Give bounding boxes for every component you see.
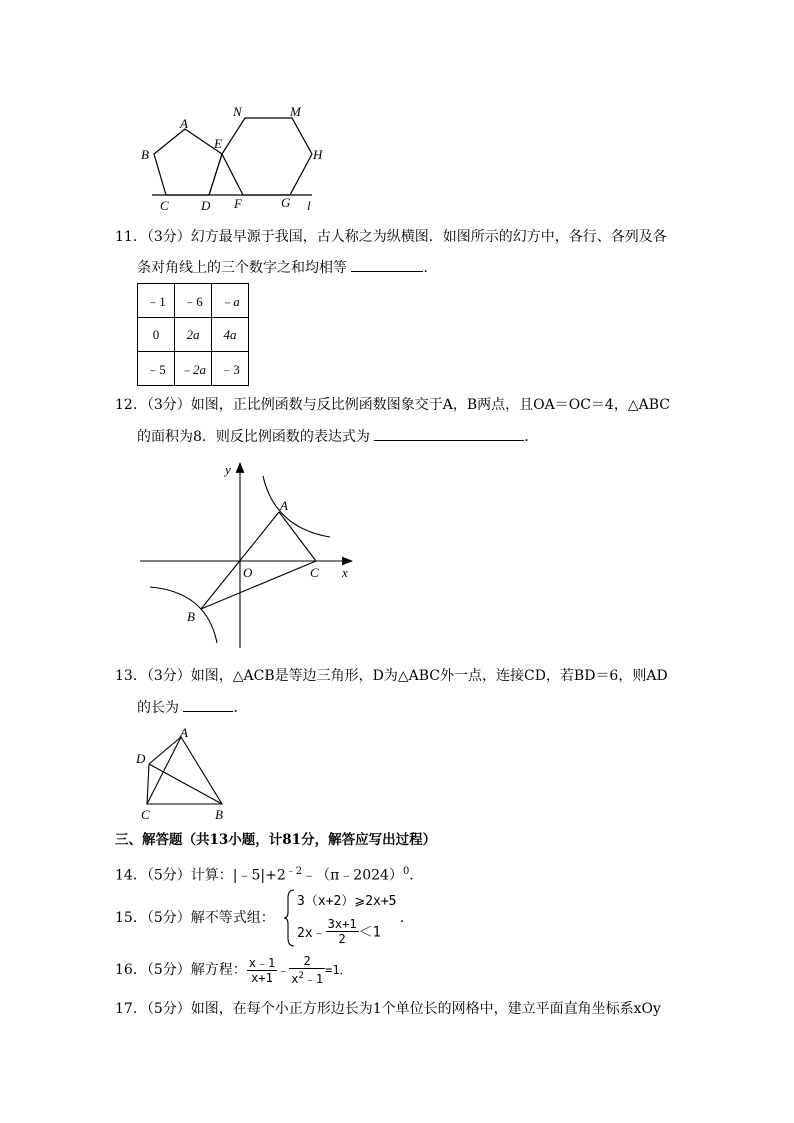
q11-line2 [137, 257, 437, 278]
q17 [115, 999, 661, 1019]
label-x: x [342, 565, 348, 580]
q15-text: 解不等式组： [190, 910, 275, 926]
label-C: C [141, 807, 150, 820]
cell: ﹣3 [212, 352, 249, 386]
q15-ineq2-left: 2x﹣ [297, 926, 326, 941]
q12-score: （3分） [146, 397, 191, 413]
q15-end: ． [400, 910, 414, 926]
q12-text1: 如图，正比例函数与反比例函数图象交于A，B两点，且OA＝OC＝4，△ABC [190, 397, 670, 413]
q15-score: （5分） [146, 910, 191, 926]
fig-pentagon-hexagon [130, 100, 330, 215]
q16-fraction-2 [289, 954, 325, 986]
q14 [115, 862, 423, 886]
q13-answer-blank[interactable] [183, 697, 233, 712]
q14-end: ． [409, 867, 424, 884]
segment-DE [209, 154, 222, 195]
cell: ﹣6 [175, 284, 212, 318]
q15-brace [284, 888, 296, 948]
q13-text2: 的长为 [137, 700, 179, 716]
q11-score: （3分） [146, 229, 191, 245]
segment-DB [149, 764, 222, 804]
q12-number: 12． [115, 397, 147, 413]
q17-number: 17． [115, 1001, 147, 1017]
q17-text: 如图，在每个小正方形边长为1个单位长的网格中，建立平面直角坐标系xOy [190, 1001, 661, 1017]
q11-text2: 条对角线上的三个数字之和均相等 [137, 260, 347, 276]
hyperbola-branch-1 [263, 476, 330, 537]
q16 [115, 952, 352, 988]
hexagon [222, 118, 312, 195]
q14-exponent: ﹣2 [285, 866, 303, 877]
q17-score: （5分） [146, 1001, 191, 1017]
q13-line1 [115, 666, 668, 686]
q16-rhs: =1． [325, 963, 352, 977]
q12-text2: 的面积为8．则反比例函数的表达式为 [137, 429, 370, 445]
cell: 2a [175, 318, 212, 352]
q16-number: 16． [115, 962, 147, 978]
q14-number: 14． [115, 867, 147, 884]
segment-BC [201, 561, 316, 609]
q16-text: 解方程： [190, 962, 247, 978]
table-row [138, 284, 249, 318]
cell: 0 [138, 318, 175, 352]
q16-f2-den-base: x [291, 972, 299, 986]
magic-square [137, 283, 249, 386]
q15-frac-den: 2 [338, 932, 346, 946]
label-B: B [215, 807, 223, 820]
q11-number: 11． [115, 229, 147, 245]
label-N: N [233, 104, 242, 119]
q16-f1-den: x+1 [251, 970, 273, 985]
label-F: F [234, 196, 242, 211]
q16-f2-num: 2 [289, 954, 325, 969]
q12-line2 [137, 426, 538, 447]
fig-q12-functions [135, 458, 365, 653]
q14-exponent-2: 0 [402, 866, 410, 877]
cell: ﹣2a [175, 352, 212, 386]
label-B: B [187, 609, 195, 624]
q13-text1: 如图，△ACB是等边三角形，D为△ABC外一点，连接CD，若BD＝6，则AD [190, 668, 668, 684]
q16-f2-den [289, 969, 325, 986]
label-C: C [310, 565, 319, 580]
label-A: A [280, 498, 288, 513]
q16-f2-den-tail: ﹣1 [303, 972, 324, 986]
q14-rest: ﹣（π﹣2024） [302, 867, 403, 884]
q11-end: ． [423, 260, 438, 276]
q12-line1 [115, 395, 670, 415]
label-C: C [160, 198, 169, 213]
q15-number: 15． [115, 910, 147, 926]
q11-line1 [115, 227, 667, 247]
table-row [138, 318, 249, 352]
cell: ﹣a [212, 284, 249, 318]
q13-end: ． [233, 700, 248, 716]
q16-f1-num: x﹣1 [248, 955, 276, 970]
q12-end: ． [524, 429, 539, 445]
q15-ineq-2 [297, 917, 381, 946]
cell: 4a [212, 318, 249, 352]
label-D: D [201, 198, 211, 213]
fig-q13-triangle [130, 725, 240, 820]
q14-score: （5分） [146, 867, 191, 884]
q16-minus: ﹣ [277, 963, 290, 977]
label-G: G [281, 195, 291, 210]
segment-DC [147, 764, 149, 804]
label-A: A [180, 116, 188, 131]
q15-label [115, 908, 275, 928]
label-O: O [243, 565, 253, 580]
q14-text: 计算：|﹣5|+2 [190, 867, 286, 884]
triangle-ACB [147, 737, 222, 804]
label-B: B [141, 147, 149, 162]
q15-ineq-1: 3（x+2）⩾2x+5 [297, 894, 397, 909]
cell: ﹣1 [138, 284, 175, 318]
q13-score: （3分） [146, 668, 191, 684]
label-A: A [180, 725, 188, 740]
q11-answer-blank[interactable] [351, 257, 423, 272]
q16-f2-den-exp: 2 [298, 971, 304, 981]
q13-line2 [137, 697, 247, 718]
q15-frac-num: 3x+1 [327, 917, 357, 931]
section-3-title: 三、解答题（共13小题，计81分，解答应写出过程） [115, 832, 437, 848]
label-M: M [290, 104, 301, 119]
q13-number: 13． [115, 668, 147, 684]
label-E: E [214, 136, 222, 151]
label-H: H [313, 147, 323, 162]
table-row [138, 352, 249, 386]
cell: ﹣5 [138, 352, 175, 386]
q11-text1: 幻方最早源于我国，古人称之为纵横图．如图所示的幻方中，各行、各列及各 [190, 229, 667, 245]
segment-AC [279, 512, 316, 561]
label-D: D [136, 751, 146, 766]
hyperbola-branch-2 [150, 587, 217, 643]
label-l: l [307, 198, 311, 213]
q16-fraction-1 [247, 956, 277, 985]
q12-answer-blank[interactable] [374, 426, 524, 441]
segment-DA [149, 737, 181, 764]
q15-fraction [326, 917, 359, 946]
q15-ineq2-right: ＜1 [358, 924, 381, 941]
q16-score: （5分） [146, 962, 191, 978]
label-y: y [225, 462, 231, 477]
